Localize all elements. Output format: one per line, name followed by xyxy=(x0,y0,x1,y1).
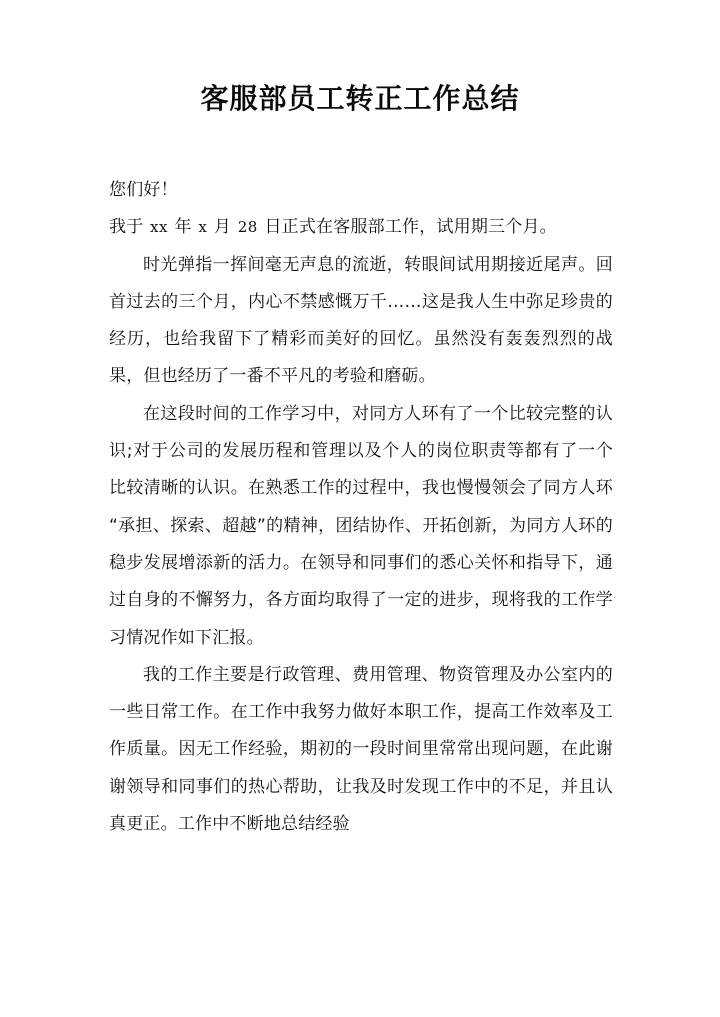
paragraph-start-date: 我于 xx 年 x 月 28 日正式在客服部工作，试用期三个月。 xyxy=(109,217,557,238)
paragraph-duties: 我的工作主要是行政管理、费用管理、物资管理及办公室内的一些日常工作。在工作中我努力做好本职工作，提高工作效率及工作质量。因无工作经验，期初的一段时间里常常出现问题，在此谢谢领导和同事们的热心帮助，让我及时发现工作中的不足，并且认真更正。工作中不断地总结经验 xyxy=(109,664,613,835)
paragraph-reflection: 时光弹指一挥间毫无声息的流逝，转眼间试用期接近尾声。回首过去的三个月，内心不禁感慨万千……这是我人生中弥足珍贵的经历，也给我留下了精彩而美好的回忆。虽然没有轰轰烈烈的战果，但也经历了一番不平凡的考验和磨砺。 xyxy=(109,254,613,387)
paragraph-greeting: 您们好！ xyxy=(109,180,178,200)
paragraph-learning: 在这段时间的工作学习中，对同方人环有了一个比较完整的认识;对于公司的发展历程和管理以及个人的岗位职责等都有了一个比较清晰的认识。在熟悉工作的过程中，我也慢慢领会了同方人环“承担、探索、超越”的精神，团结协作、开拓创新，为同方人环的稳步发展增添新的活力。在领导和同事们的悉心关怀和指导下，通过自身的不懈努力，各方面均取得了一定的进步，现将我的工作学习情况作如下汇报。 xyxy=(109,403,613,648)
document-body xyxy=(109,172,613,843)
page-title: 客服部员工转正工作总结 xyxy=(200,82,520,115)
